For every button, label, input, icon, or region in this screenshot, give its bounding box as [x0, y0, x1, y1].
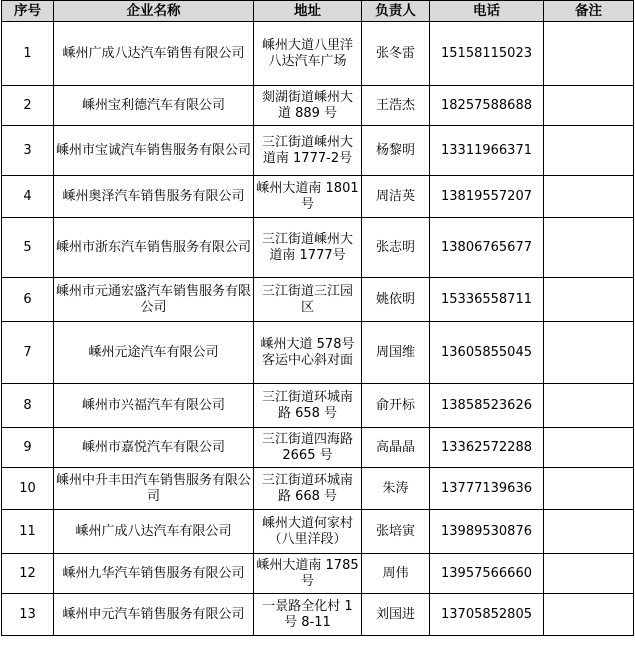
- cell-seq: 2: [2, 86, 54, 126]
- table-row: [2, 468, 634, 510]
- table-row: [2, 22, 634, 86]
- cell-company-name: 嵊州奥泽汽车销售服务有限公司: [54, 176, 254, 218]
- cell-manager: 姚依明: [362, 278, 430, 322]
- cell-manager: 朱涛: [362, 468, 430, 510]
- cell-phone: 13311966371: [430, 126, 544, 176]
- cell-seq: 10: [2, 468, 54, 510]
- cell-company-name: 嵊州广成八达汽车销售有限公司: [54, 22, 254, 86]
- cell-seq: 11: [2, 510, 54, 554]
- cell-company-name: 嵊州中升丰田汽车销售服务有限公司: [54, 468, 254, 510]
- cell-note: [544, 218, 634, 278]
- cell-seq: 9: [2, 428, 54, 468]
- cell-seq: 5: [2, 218, 54, 278]
- cell-phone: 13362572288: [430, 428, 544, 468]
- cell-company-name: 嵊州市浙东汽车销售服务有限公司: [54, 218, 254, 278]
- cell-company-name: 嵊州九华汽车销售服务有限公司: [54, 554, 254, 594]
- cell-phone: 13777139636: [430, 468, 544, 510]
- cell-manager: 刘国进: [362, 594, 430, 636]
- cell-company-name: 嵊州申元汽车销售服务有限公司: [54, 594, 254, 636]
- header-row: [2, 1, 634, 22]
- cell-phone: 18257588688: [430, 86, 544, 126]
- cell-phone: 13806765677: [430, 218, 544, 278]
- cell-note: [544, 86, 634, 126]
- table-row: [2, 428, 634, 468]
- cell-phone: 15158115023: [430, 22, 544, 86]
- table-row: [2, 126, 634, 176]
- cell-note: [544, 594, 634, 636]
- cell-note: [544, 384, 634, 428]
- table-row: [2, 218, 634, 278]
- header-phone: 电话: [430, 1, 544, 22]
- cell-seq: 8: [2, 384, 54, 428]
- header-manager: 负责人: [362, 1, 430, 22]
- cell-company-name: 嵊州广成八达汽车有限公司: [54, 510, 254, 554]
- table-row: [2, 322, 634, 384]
- cell-note: [544, 126, 634, 176]
- table-row: [2, 384, 634, 428]
- header-note: 备注: [544, 1, 634, 22]
- cell-phone: 13705852805: [430, 594, 544, 636]
- cell-phone: 13957566660: [430, 554, 544, 594]
- cell-seq: 4: [2, 176, 54, 218]
- cell-phone: 15336558711: [430, 278, 544, 322]
- cell-company-name: 嵊州市兴福汽车有限公司: [54, 384, 254, 428]
- cell-seq: 3: [2, 126, 54, 176]
- cell-seq: 12: [2, 554, 54, 594]
- cell-manager: 周国维: [362, 322, 430, 384]
- cell-note: [544, 468, 634, 510]
- table-row: [2, 510, 634, 554]
- cell-note: [544, 554, 634, 594]
- cell-note: [544, 22, 634, 86]
- cell-company-name: 嵊州宝利德汽车有限公司: [54, 86, 254, 126]
- cell-seq: 6: [2, 278, 54, 322]
- cell-address: 一景路全化村 1 号 8-11: [254, 594, 362, 636]
- cell-address: 三江街道环城南路 668 号: [254, 468, 362, 510]
- cell-address: 嵊州大道八里洋八达汽车广场: [254, 22, 362, 86]
- cell-seq: 7: [2, 322, 54, 384]
- cell-address: 嵊州大道南 1785 号: [254, 554, 362, 594]
- table-row: [2, 86, 634, 126]
- table-row: [2, 278, 634, 322]
- cell-note: [544, 428, 634, 468]
- cell-manager: 高晶晶: [362, 428, 430, 468]
- cell-address: 三江街道环城南路 658 号: [254, 384, 362, 428]
- header-seq: 序号: [2, 1, 54, 22]
- cell-company-name: 嵊州市嘉悦汽车有限公司: [54, 428, 254, 468]
- header-name: 企业名称: [54, 1, 254, 22]
- cell-manager: 周伟: [362, 554, 430, 594]
- header-address: 地址: [254, 1, 362, 22]
- table-row: [2, 554, 634, 594]
- cell-note: [544, 176, 634, 218]
- cell-address: 嵊州大道南 1801 号: [254, 176, 362, 218]
- cell-manager: 张冬雷: [362, 22, 430, 86]
- table-row: [2, 176, 634, 218]
- cell-seq: 1: [2, 22, 54, 86]
- cell-address: 嵊州大道何家村（八里洋段）: [254, 510, 362, 554]
- cell-company-name: 嵊州市元通宏盛汽车销售服务有限公司: [54, 278, 254, 322]
- cell-address: 三江街道嵊州大道南 1777号: [254, 218, 362, 278]
- cell-address: 三江街道三江园区: [254, 278, 362, 322]
- cell-company-name: 嵊州市宝诚汽车销售服务有限公司: [54, 126, 254, 176]
- cell-company-name: 嵊州元途汽车有限公司: [54, 322, 254, 384]
- cell-manager: 王浩杰: [362, 86, 430, 126]
- cell-note: [544, 322, 634, 384]
- cell-phone: 13858523626: [430, 384, 544, 428]
- cell-manager: 张志明: [362, 218, 430, 278]
- cell-address: 嵊州大道 578号客运中心斜对面: [254, 322, 362, 384]
- cell-manager: 周洁英: [362, 176, 430, 218]
- cell-address: 三江街道嵊州大道南 1777-2号: [254, 126, 362, 176]
- cell-phone: 13989530876: [430, 510, 544, 554]
- cell-manager: 杨黎明: [362, 126, 430, 176]
- cell-note: [544, 510, 634, 554]
- cell-seq: 13: [2, 594, 54, 636]
- dealer-table: [1, 0, 634, 636]
- cell-address: 剡湖街道嵊州大道 889 号: [254, 86, 362, 126]
- cell-manager: 张培寅: [362, 510, 430, 554]
- cell-phone: 13605855045: [430, 322, 544, 384]
- cell-note: [544, 278, 634, 322]
- cell-phone: 13819557207: [430, 176, 544, 218]
- cell-manager: 俞开标: [362, 384, 430, 428]
- cell-address: 三江街道四海路 2665 号: [254, 428, 362, 468]
- table-row: [2, 594, 634, 636]
